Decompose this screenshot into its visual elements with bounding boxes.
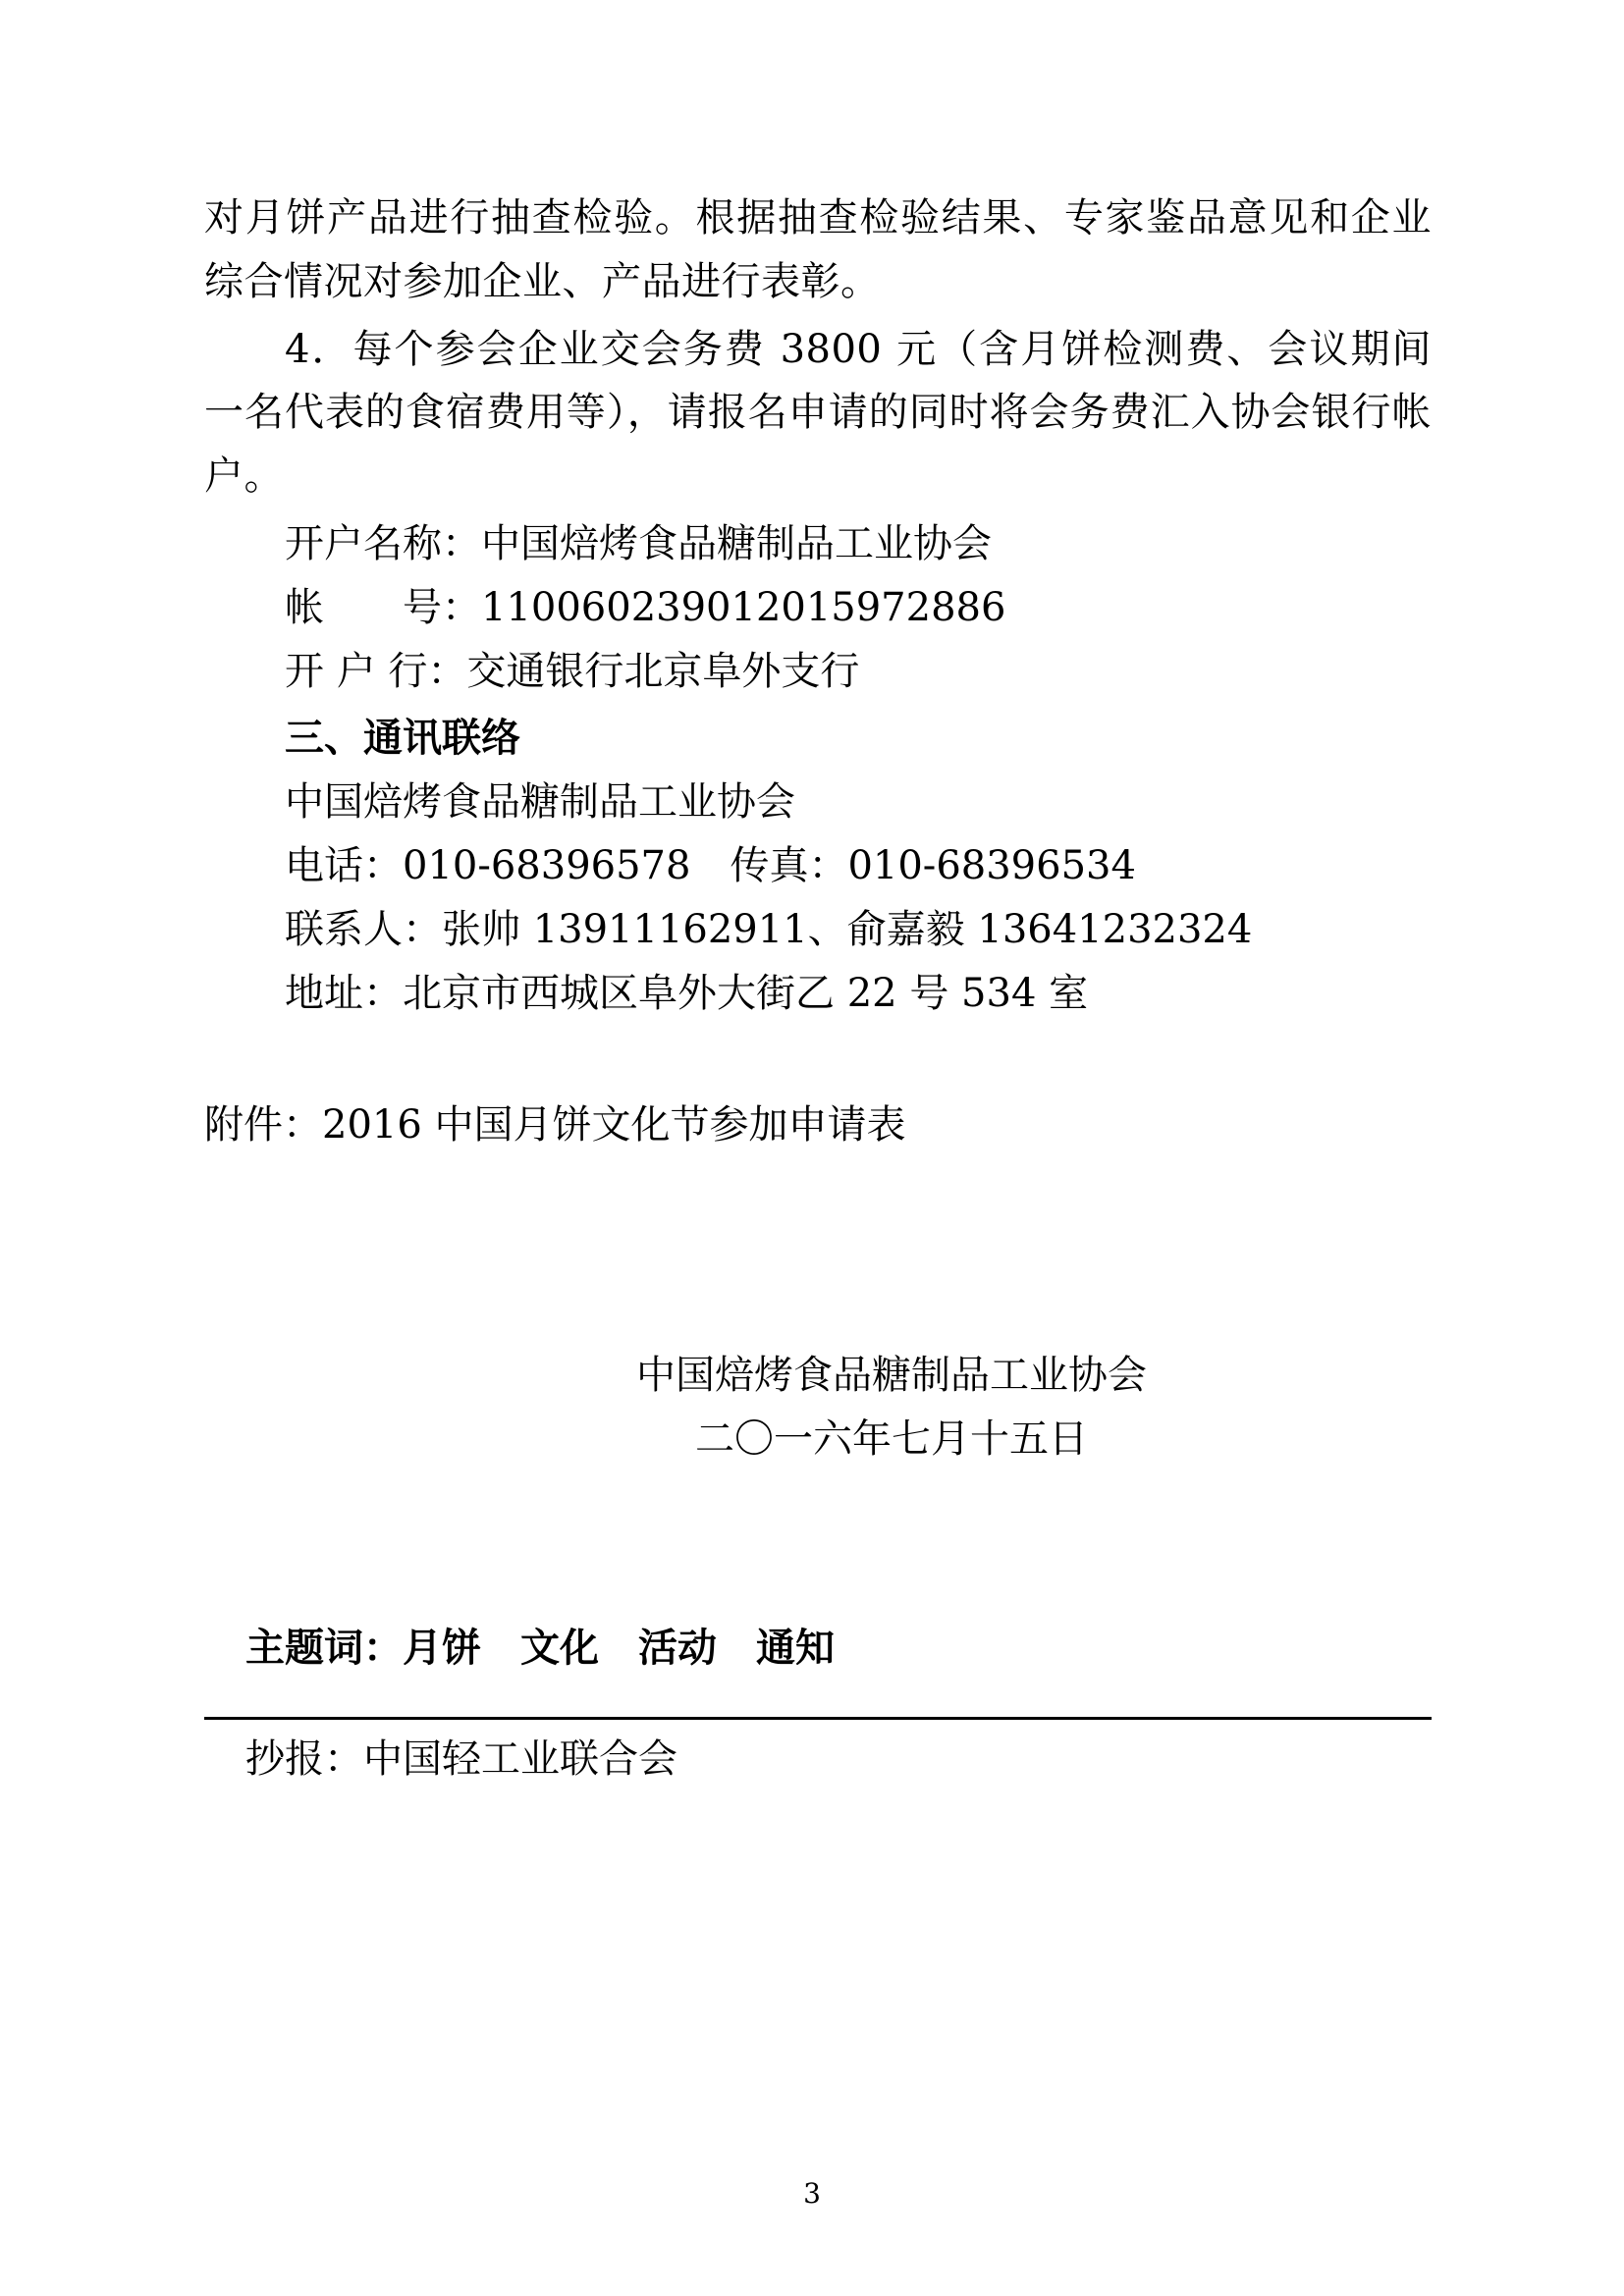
bank-account-name: 开户名称：中国焙烤食品糖制品工业协会 <box>285 520 992 566</box>
contact-phone-fax: 电话：010-68396578 传真：010-68396534 <box>285 842 1136 888</box>
contact-persons: 联系人：张帅 13911162911、俞嘉毅 13641232324 <box>285 906 1253 952</box>
horizontal-rule <box>204 1717 1432 1720</box>
page-number: 3 <box>803 2177 821 2210</box>
attachment-line: 附件：2016 中国月饼文化节参加申请表 <box>204 1102 906 1148</box>
contact-address: 地址：北京市西城区阜外大街乙 22 号 534 室 <box>285 970 1089 1016</box>
document-content <box>204 187 1432 1789</box>
body-paragraph-2: 4．每个参会企业交会务费 3800 元（含月饼检测费、会议期间一名代表的食宿费用等），请报名申请的同时将会务费汇入协会银行帐户。 <box>204 326 1432 500</box>
bank-account-number: 帐 号：110060239012015972886 <box>285 584 1006 630</box>
bank-branch: 开 户 行：交通银行北京阜外支行 <box>285 648 860 694</box>
signature-block <box>204 1344 1432 1471</box>
cc-line: 抄报：中国轻工业联合会 <box>245 1735 677 1782</box>
signature-date: 二〇一六年七月十五日 <box>695 1415 1088 1462</box>
contact-organization: 中国焙烤食品糖制品工业协会 <box>285 779 795 826</box>
signature-organization: 中国焙烤食品糖制品工业协会 <box>636 1353 1147 1399</box>
body-paragraph-1: 对月饼产品进行抽查检验。根据抽查检验结果、专家鉴品意见和企业综合情况对参加企业、产品进行表彰。 <box>204 195 1432 304</box>
section-title-contact: 三、通讯联络 <box>285 716 520 762</box>
keywords-line: 主题词：月饼 文化 活动 通知 <box>245 1625 835 1671</box>
